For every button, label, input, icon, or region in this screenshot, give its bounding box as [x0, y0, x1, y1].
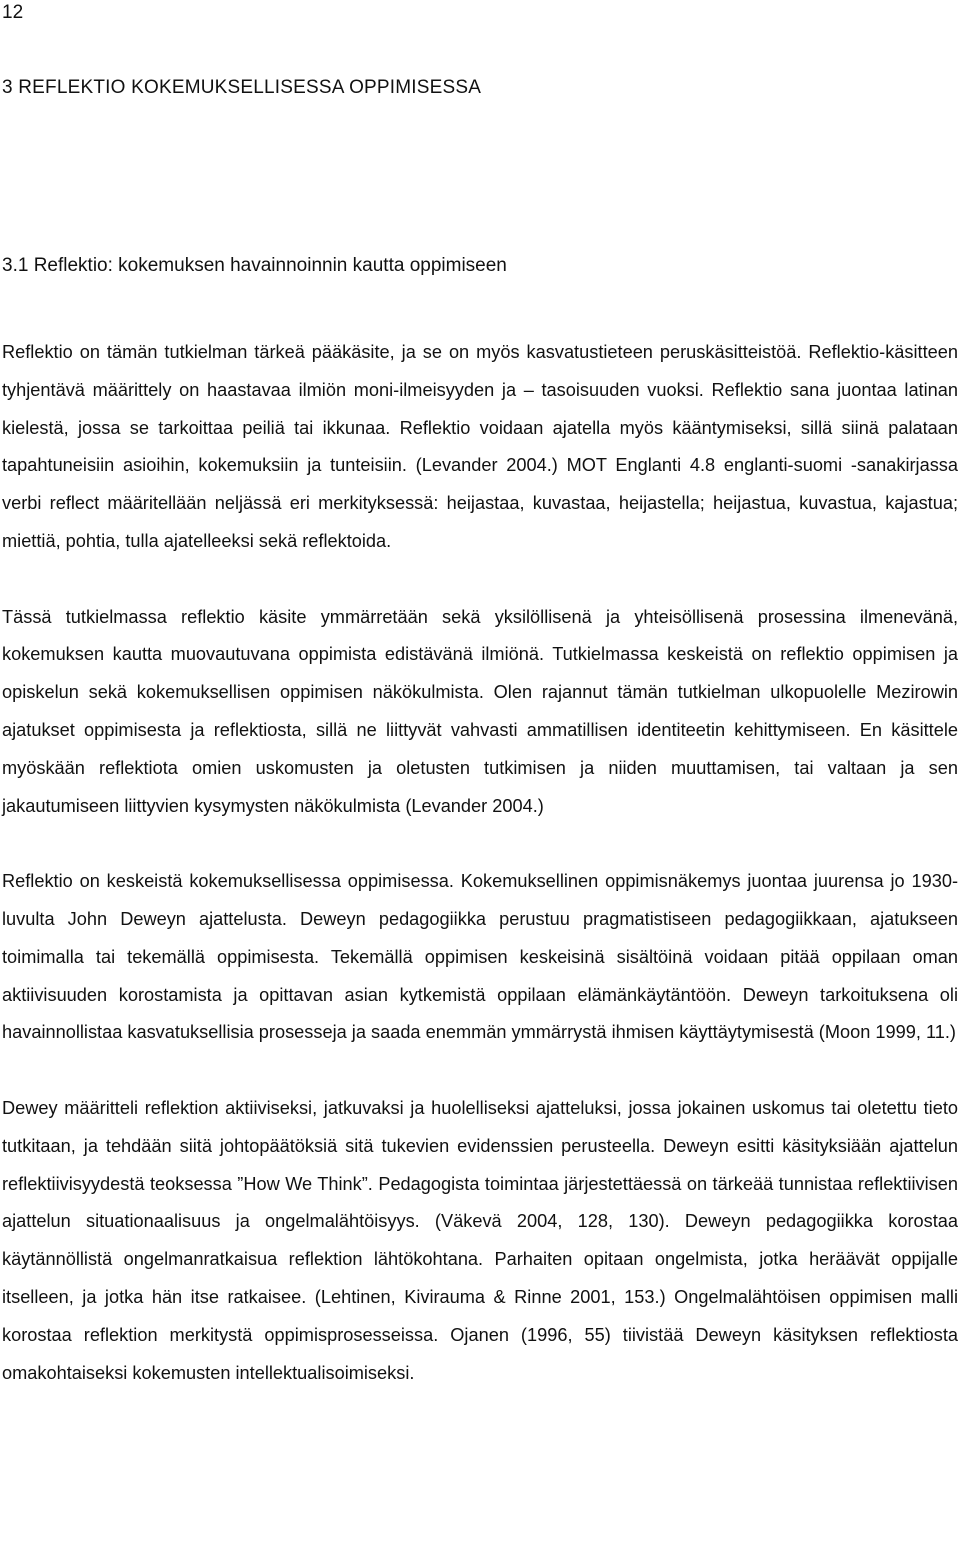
paragraph-4: Dewey määritteli reflektion aktiiviseksi, jatkuvaksi ja huolelliseksi ajatteluksi, jossa jokainen uskomus tai oletettu tieto tutkitaan, ja tehdään siitä johtopäätöksiä sitä tukevien evidenssien perusteella. Deweyn esitti käsityksiään ajattelun reflektiivisyydestä teoksessa ”How We Think”. Pedagogista toimintaa järjestettäessä on tärkeää tunnistaa reflektiivisen ajattelun situationaalisuus ja ongelmalähtöisyys. (Väkevä 2004, 128, 130). Deweyn pedagogiikka korostaa käytännöllistä ongelmanratkaisua reflektion lähtökohtana. Parhaiten opitaan ongelmista, jotka heräävät oppijalle itselleen, ja jotka hän itse ratkaisee. (Lehtinen, Kivirauma & Rinne 2001, 153.) Ongelmalähtöisen oppimisen malli korostaa reflektion merkitystä oppimisprosesseissa. Ojanen (1996, 55) tiivistää Deweyn käsityksen reflektiosta omakohtaiseksi kokemusten intellektualisoimiseksi. [2, 1097, 958, 1383]
paragraph-2: Tässä tutkielmassa reflektio käsite ymmärretään sekä yksilöllisenä ja yhteisöllisenä prosessina ilmenevänä, kokemuksen kautta muovautuvana oppimista edistävänä ilmiönä. Tutkielmassa keskeistä on reflektio oppimisen ja opiskelun sekä kokemuksellisen oppimisen näkökulmista. Olen rajannut tämän tutkielman ulkopuolelle Mezirowin ajatukset oppimisesta ja reflektiosta, sillä ne liittyvät vahvasti ammatillisen identiteetin kehittymiseen. En käsittele myöskään reflektiota omien uskomusten ja oletusten tutkimisen ja niiden muuttamisen, tai valtaan ja sen jakautumiseen liittyvien kysymysten näkökulmista (Levander 2004.) [2, 606, 958, 816]
body-text [2, 334, 958, 1392]
page-number: 12 [2, 2, 24, 23]
paragraph-1: Reflektio on tämän tutkielman tärkeä pääkäsite, ja se on myös kasvatustieteen peruskäsitteistöä. Reflektio-käsitteen tyhjentävä määrittely on haastavaa ilmiön moni-ilmeisyyden ja – tasoisuuden vuoksi. Reflektio sana juontaa latinan kielestä, jossa se tarkoittaa peiliä tai ikkunaa. Reflektio voidaan ajatella myös kääntymiseksi, sillä siinä palataan tapahtuneisiin asioihin, kokemuksiin ja tunteisiin. (Levander 2004.) MOT Englanti 4.8 englanti-suomi -sanakirjassa verbi reflect määritellään neljässä eri merkityksessä: heijastaa, kuvastaa, heijastella; heijastua, kuvastua, kajastua; miettiä, pohtia, tulla ajatelleeksi sekä reflektoida. [2, 342, 958, 551]
chapter-heading: 3 REFLEKTIO KOKEMUKSELLISESSA OPPIMISESSA [2, 77, 482, 98]
section-heading: 3.1 Reflektio: kokemuksen havainnoinnin kautta oppimiseen [2, 255, 507, 276]
paragraph-3: Reflektio on keskeistä kokemuksellisessa oppimisessa. Kokemuksellinen oppimisnäkemys juontaa juurensa jo 1930-luvulta John Deweyn ajattelusta. Deweyn pedagogiikka perustuu pragmatistiseen pedagogiikkaan, ajatukseen toimimalla tai tekemällä oppimisesta. Tekemällä oppimisen keskeisinä sisältöinä voidaan pitää oppilaan oman aktiivisuuden korostamista ja opittavan asian kytkemistä oppilaan elämänkäytäntöön. Deweyn tarkoituksena oli havainnollistaa kasvatuksellisia prosesseja ja saada enemmän ymmärrystä ihmisen käyttäytymisestä (Moon 1999, 11.) [2, 871, 958, 1043]
